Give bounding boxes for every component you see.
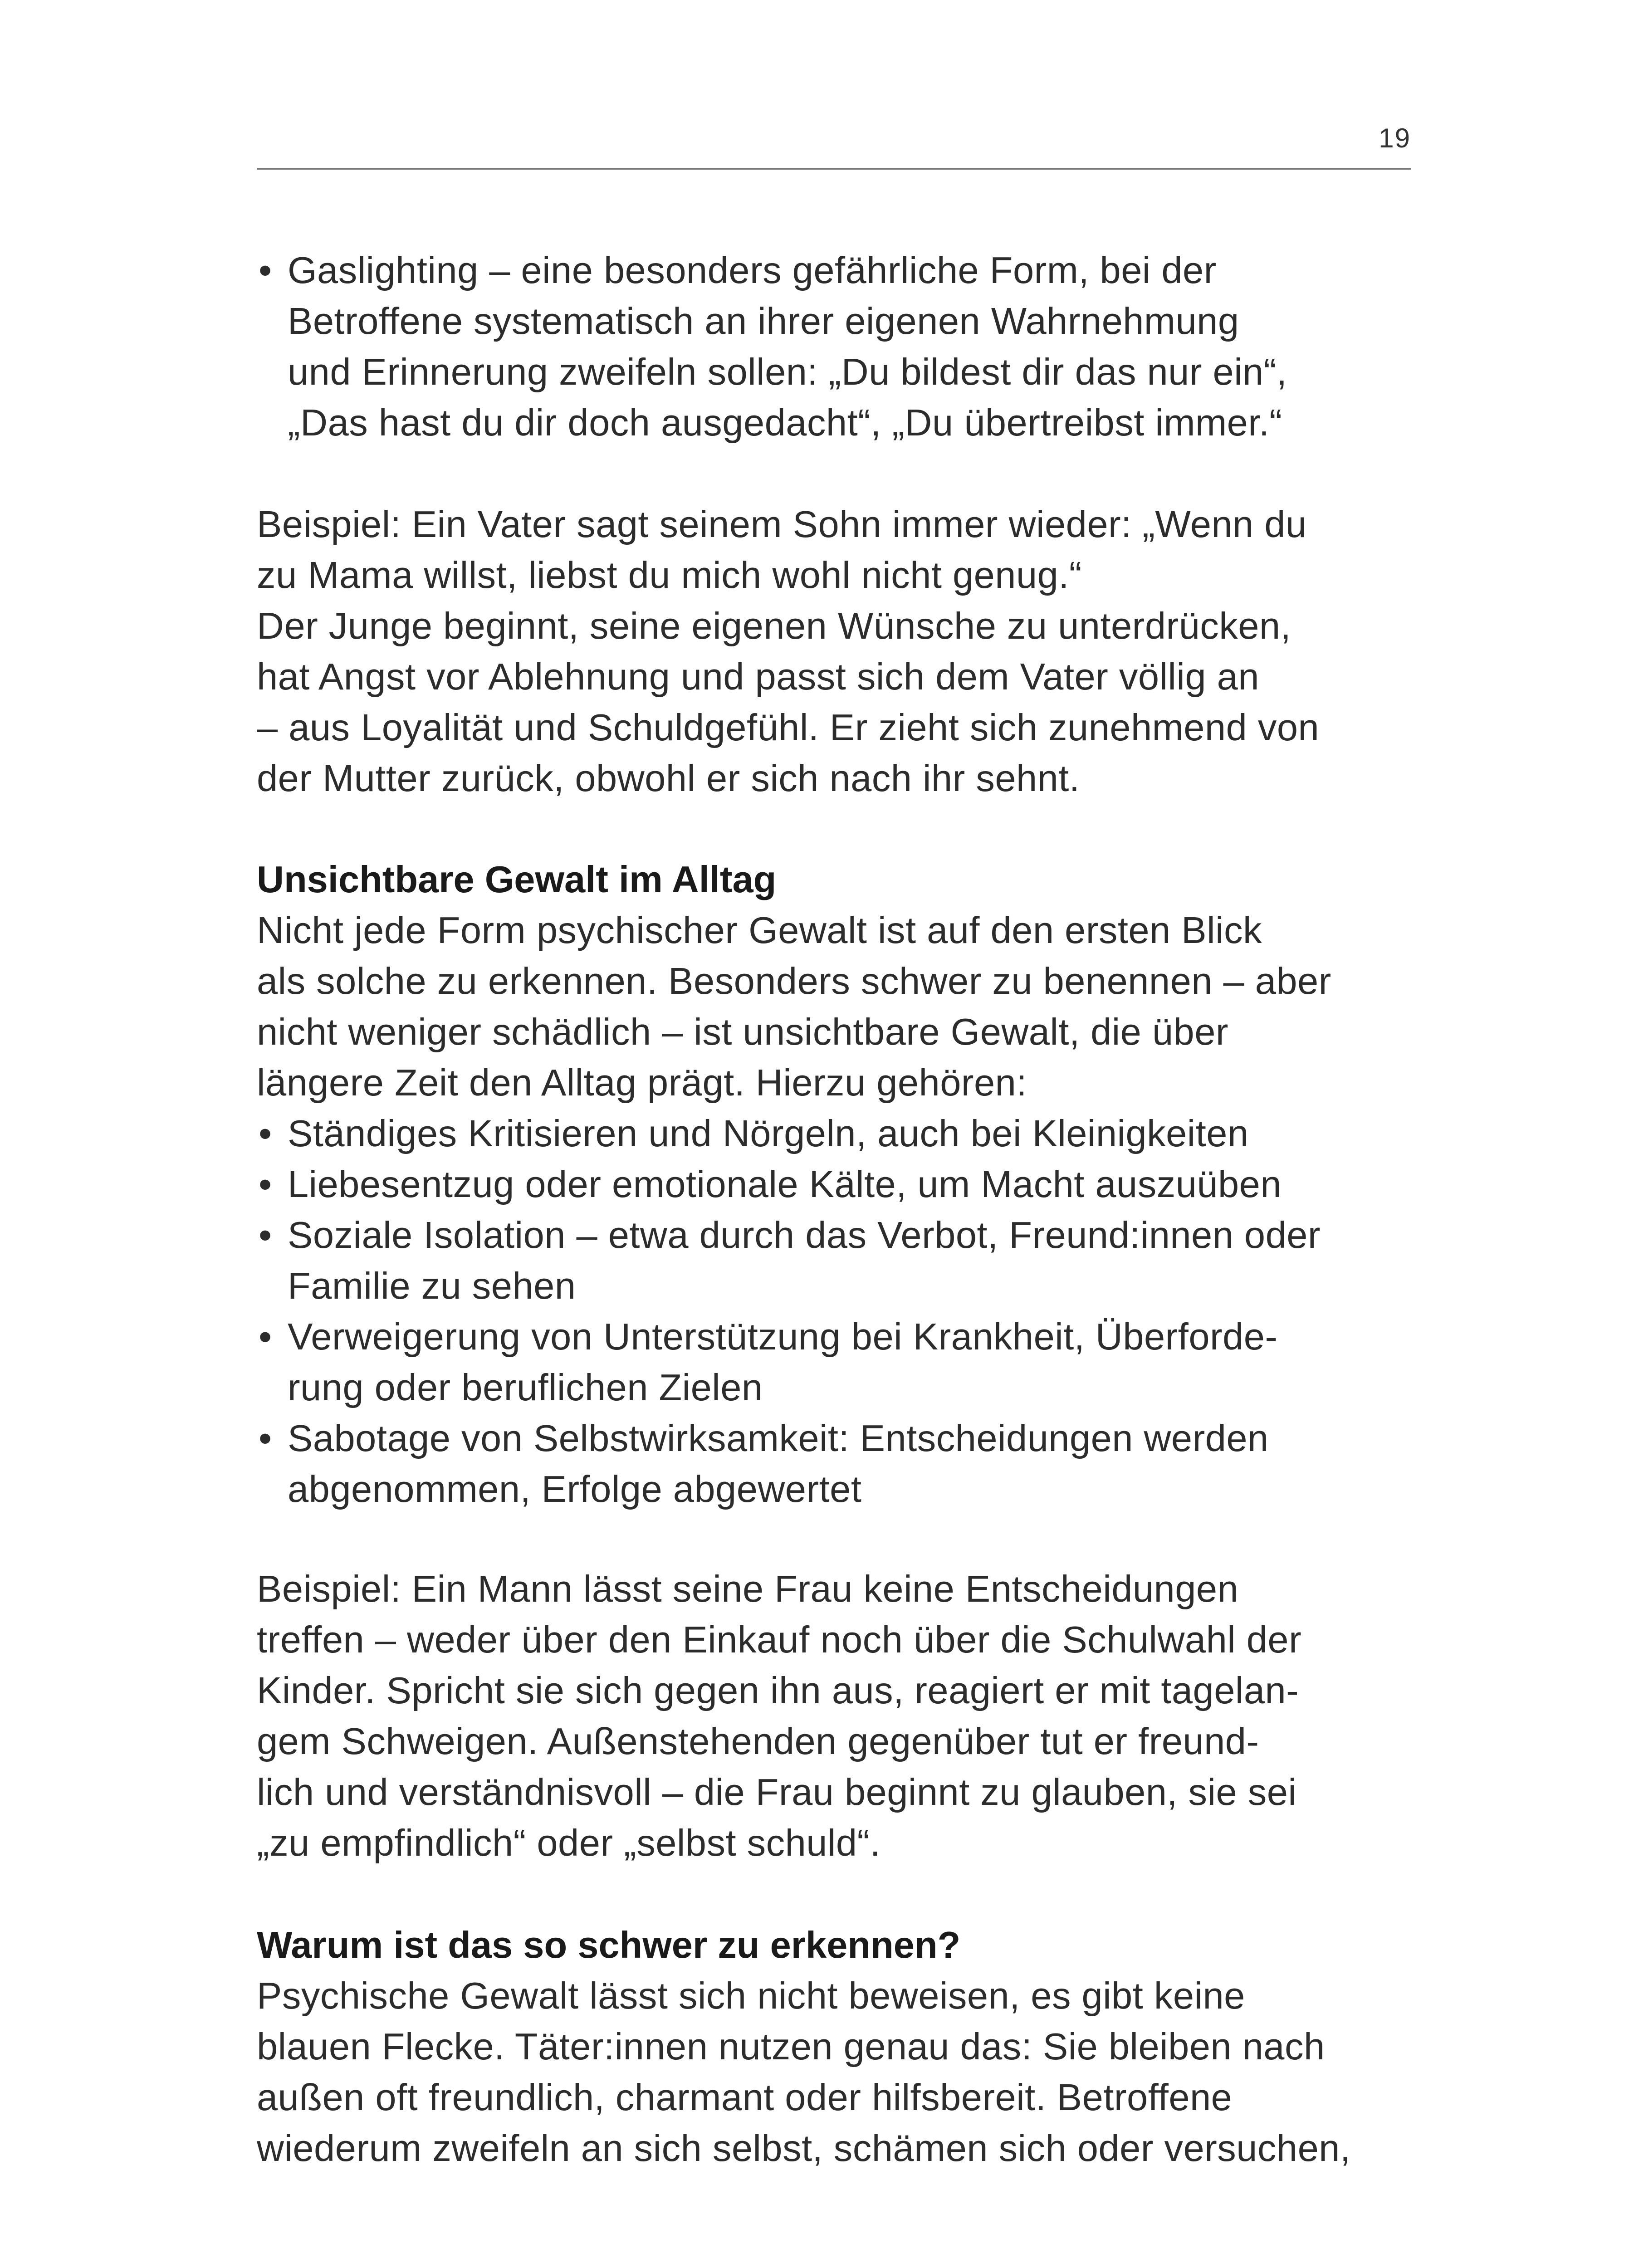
paragraph-line: der Mutter zurück, obwohl er sich nach ihr sehnt. — [257, 757, 1080, 799]
paragraph-line: – aus Loyalität und Schuldgefühl. Er zieht sich zunehmend von — [257, 706, 1320, 748]
paragraph-line: Psychische Gewalt lässt sich nicht beweisen, es gibt keine — [257, 1975, 1245, 2017]
paragraph-line: Beispiel: Ein Vater sagt seinem Sohn immer wieder: „Wenn du — [257, 503, 1307, 545]
gaslighting-bullet — [257, 245, 1418, 448]
example-paragraph-2 — [257, 1564, 1418, 1868]
list-item-text: Sabotage von Selbstwirksamkeit: Entscheidungen werden — [288, 1417, 1269, 1459]
list-item-text: Liebesentzug oder emotionale Kälte, um Macht auszuüben — [288, 1163, 1282, 1205]
list-item — [257, 1159, 1418, 1210]
list-item-continuation: rung oder beruflichen Zielen — [288, 1366, 763, 1408]
paragraph-line: treffen – weder über den Einkauf noch über die Schulwahl der — [257, 1618, 1302, 1661]
bullet-line — [257, 245, 1418, 296]
section-1-intro — [257, 905, 1418, 1108]
list-item — [257, 1311, 1418, 1362]
bullet-continuation: und Erinnerung zweifeln sollen: „Du bildest dir das nur ein“, — [288, 351, 1287, 393]
paragraph-line: Kinder. Spricht sie sich gegen ihn aus, reagiert er mit tagelan- — [257, 1669, 1299, 1711]
list-item — [257, 1413, 1418, 1464]
bullet-dot: • — [259, 1214, 272, 1256]
list-item — [257, 1210, 1418, 1261]
bullet-dot: • — [259, 1112, 272, 1154]
list-item-continuation: abgenommen, Erfolge abgewertet — [288, 1468, 862, 1510]
bullet-continuation: Betroffene systematisch an ihrer eigenen Wahrnehmung — [288, 300, 1239, 342]
paragraph-line: wiederum zweifeln an sich selbst, schämen sich oder versuchen, — [257, 2127, 1351, 2169]
paragraph-line: Beispiel: Ein Mann lässt seine Frau keine Entscheidungen — [257, 1568, 1239, 1610]
paragraph-line: außen oft freundlich, charmant oder hilfsbereit. Betroffene — [257, 2076, 1233, 2118]
header-rule — [257, 168, 1411, 170]
bullet-dot: • — [259, 1417, 272, 1459]
paragraph-line: Nicht jede Form psychischer Gewalt ist auf den ersten Blick — [257, 909, 1262, 951]
bullet-text: Gaslighting – eine besonders gefährliche Form, bei der — [288, 249, 1217, 291]
list-item-text: Soziale Isolation – etwa durch das Verbot, Freund:innen oder — [288, 1214, 1321, 1256]
section-1-bullet-list — [257, 1108, 1418, 1515]
paragraph-line: nicht weniger schädlich – ist unsichtbare Gewalt, die über — [257, 1011, 1229, 1053]
paragraph-line: blauen Flecke. Täter:innen nutzen genau das: Sie bleiben nach — [257, 2025, 1325, 2068]
bullet-dot: • — [259, 1163, 272, 1205]
bullet-dot: • — [259, 1315, 272, 1358]
paragraph-line: Der Junge beginnt, seine eigenen Wünsche zu unterdrücken, — [257, 605, 1291, 647]
bullet-continuation: „Das hast du dir doch ausgedacht“, „Du übertreibst immer.“ — [288, 401, 1282, 444]
bullet-dot: • — [259, 249, 272, 291]
list-item-text: Verweigerung von Unterstützung bei Krankheit, Überforde- — [288, 1315, 1278, 1358]
section-heading-warum-schwer: Warum ist das so schwer zu erkennen? — [257, 1924, 961, 1966]
paragraph-line: hat Angst vor Ablehnung und passt sich dem Vater völlig an — [257, 655, 1259, 698]
list-item-continuation: Familie zu sehen — [288, 1265, 576, 1307]
paragraph-line: gem Schweigen. Außenstehenden gegenüber tut er freund- — [257, 1720, 1259, 1762]
section-2-paragraph — [257, 1970, 1418, 2174]
page-number: 19 — [1379, 123, 1411, 153]
paragraph-line: „zu empfindlich“ oder „selbst schuld“. — [257, 1822, 881, 1864]
example-paragraph-1 — [257, 499, 1418, 804]
list-item — [257, 1108, 1418, 1159]
paragraph-line: als solche zu erkennen. Besonders schwer zu benennen – aber — [257, 960, 1331, 1002]
paragraph-line: lich und verständnisvoll – die Frau beginnt zu glauben, sie sei — [257, 1771, 1297, 1813]
list-item-text: Ständiges Kritisieren und Nörgeln, auch bei Kleinigkeiten — [288, 1112, 1249, 1154]
paragraph-line: zu Mama willst, liebst du mich wohl nicht genug.“ — [257, 554, 1082, 596]
section-heading-unsichtbare-gewalt: Unsichtbare Gewalt im Alltag — [257, 858, 777, 900]
paragraph-line: längere Zeit den Alltag prägt. Hierzu gehören: — [257, 1061, 1027, 1104]
